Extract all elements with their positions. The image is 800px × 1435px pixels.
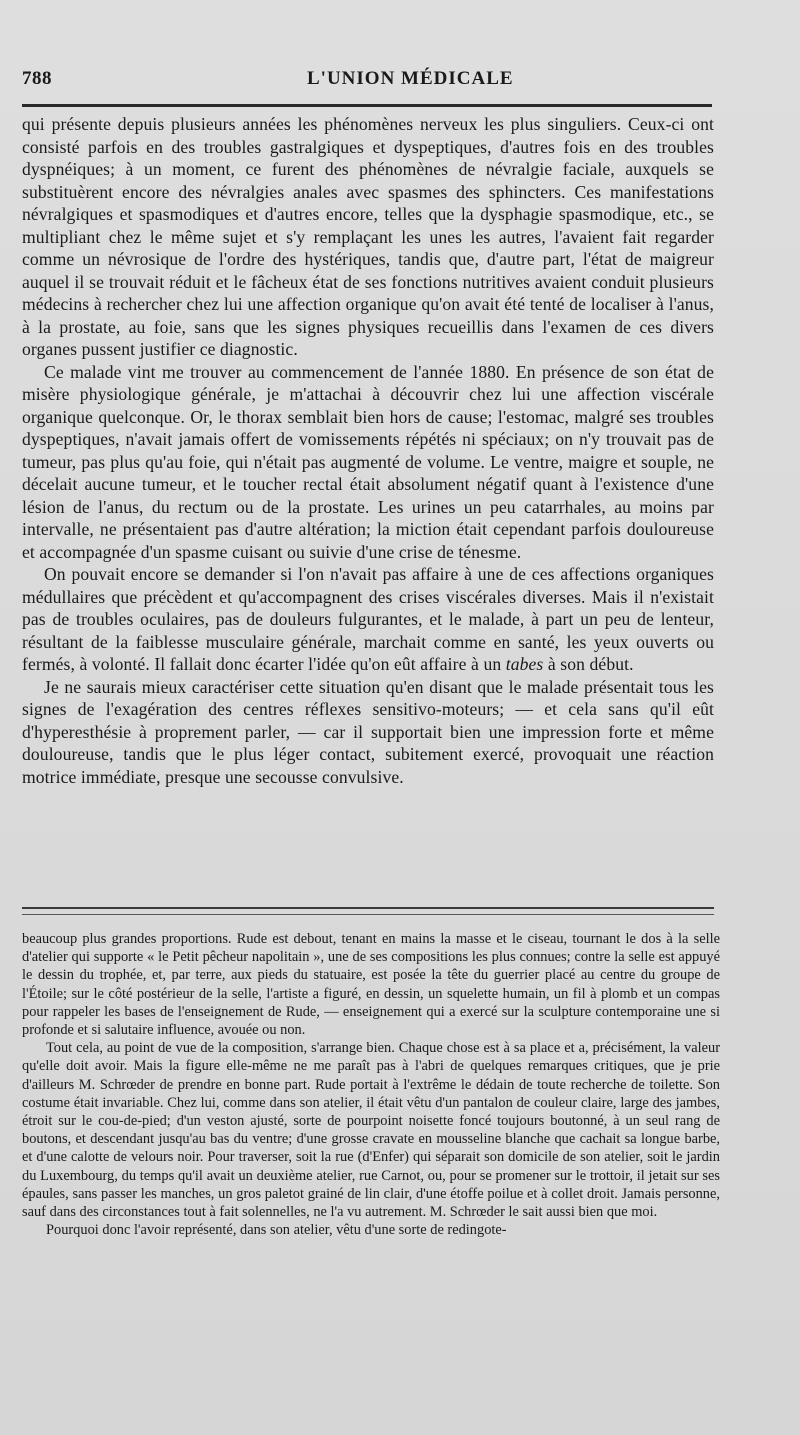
main-article xyxy=(22,113,714,788)
tabes-term: tabes xyxy=(505,654,544,674)
main-paragraph-3-tail: à son début. xyxy=(543,654,634,674)
feuilleton-paragraph-3: Pourquoi donc l'avoir représenté, dans son atelier, vêtu d'une sorte de redingote- xyxy=(46,1222,507,1239)
header-rule xyxy=(22,104,712,107)
feuilleton-paragraph-2: Tout cela, au point de vue de la composition, s'arrange bien. Chaque chose est à sa place et a, précisément, la valeur qu'elle doit avoir. Mais la figure elle-même ne me paraît pas à l'abri de quelques remarques critiques, que je prie d'ailleurs M. Schrœder de prendre en bonne part. Rude portait à l'extrême le dédain de toute recherche de toilette. Son costume était invariable. Chez lui, comme dans son atelier, il était vêtu d'un pantalon de couleur claire, large des jambes, étroit sur le cou-de-pied; d'un veston ajusté, sorte de pourpoint noisette foncé toujours boutonné, à un seul rang de boutons, et descendant jusqu'au bas du ventre; d'une grosse cravate en mousseline blanche que cachait sa longue barbe, et d'une calotte de velours noir. Pour traverser, soit la rue (d'Enfer) qui séparait son domicile de son atelier, soit le jardin du Luxembourg, du temps qu'il avait un deuxième atelier, rue Carnot, ou, pour se promener sur le trottoir, il jetait sur ses épaules, sans passer les manches, un gros paletot grainé de lin clair, d'une étoffe poilue et à collet droit. Jamais personne, sauf dans des circonstances tout à fait solennelles, ne l'a vu autrement. M. Schrœder le sait aussi bien que moi. xyxy=(22,1040,720,1221)
journal-title: L'UNION MÉDICALE xyxy=(307,68,514,89)
feuilleton-paragraph-1: beaucoup plus grandes proportions. Rude est debout, tenant en mains la masse et le ciseau, tournant le dos à la selle d'atelier qui supporte « le Petit pêcheur napolitain », une de ses compositions les plus connues; contre la selle est appuyé le dessin du trophée, et, par terre, aux pieds du statuaire, est posée la tête du guerrier placé au centre du groupe de l'Étoile; sur le côté postérieur de la selle, l'artiste a figuré, en dessin, un squelette humain, un fil à plomb et un compas pour rappeler les bases de l'enseignement de Rude, — enseignement qui a exercé sur la sculpture contemporaine une si profonde et si salutaire influence, avouée ou non. xyxy=(22,931,720,1039)
page-number: 788 xyxy=(22,68,52,89)
feuilleton-section xyxy=(22,930,720,1239)
feuilleton-separator xyxy=(22,907,714,915)
main-paragraph-2: Ce malade vint me trouver au commencement de l'année 1880. En présence de son état de misère physiologique générale, je m'attachai à découvrir chez lui une affection viscérale organique quelconque. Or, le thorax semblait bien hors de cause; l'estomac, malgré ses troubles dyspeptiques, n'avait jamais offert de vomissements répétés ni spéciaux; on n'y trouvait pas de tumeur, pas plus qu'au foie, qui n'était pas augmenté de volume. Le ventre, maigre et souple, ne décelait aucune tumeur, et le toucher rectal était absolument négatif quant à l'existence d'une lésion de l'anus, du rectum ou de la prostate. Les urines un peu catarrhales, au moins par intervalle, ne présentaient pas d'autre altération; la miction était cependant parfois douloureuse et accompagnée d'un spasme cuisant ou suivie d'une crise de ténesme. xyxy=(22,361,714,562)
main-paragraph-3 xyxy=(22,563,714,676)
main-paragraph-3-text: On pouvait encore se demander si l'on n'avait pas affaire à une de ces affections organiques médullaires que précèdent et qu'accompagnent des crises viscérales diverses. Mais il n'existait pas de troubles oculaires, pas de douleurs fulgurantes, et le malade, à part un peu de lenteur, résultant de la faiblesse musculaire générale, marchait comme en santé, les yeux ouverts ou fermés, à volonté. Il fallait donc écarter l'idée qu'on eût affaire à un xyxy=(22,564,714,674)
page-header xyxy=(22,68,710,98)
main-paragraph-1: qui présente depuis plusieurs années les phénomènes nerveux les plus singuliers. Ceux-ci ont consisté parfois en des troubles gastralgiques et dyspeptiques, d'autres fois en des troubles dyspnéiques; à un moment, ce furent des phénomènes de névralgie faciale, auxquels se substituèrent encore des névralgies anales avec spasmes des sphincters. Ces manifestations névralgiques et spasmodiques et d'autres encore, telles que la dysphagie spasmodique, etc., se multipliant chez le même sujet et s'y remplaçant les unes les autres, l'avaient fait regarder comme un névrosique de l'ordre des hystériques, tandis que, d'autre part, l'état de maigreur auquel il se trouvait réduit et le fâcheux état de ses fonctions nutritives avaient conduit plusieurs médecins à rechercher chez lui une affection organique qu'on avait été tenté de localiser à l'anus, à la prostate, au foie, sans que les signes physiques recueillis dans l'examen de ces divers organes pussent justifier ce diagnostic. xyxy=(22,114,714,359)
main-paragraph-4: Je ne saurais mieux caractériser cette situation qu'en disant que le malade présentait tous les signes de l'exagération des centres réflexes sensitivo-moteurs; — et cela sans qu'il eût d'hyperesthésie à proprement parler, — car il supportait bien une impression forte et même douloureuse, tandis que le plus léger contact, subitement exercé, provoquait une réaction motrice immédiate, presque une secousse convulsive. xyxy=(22,676,714,787)
